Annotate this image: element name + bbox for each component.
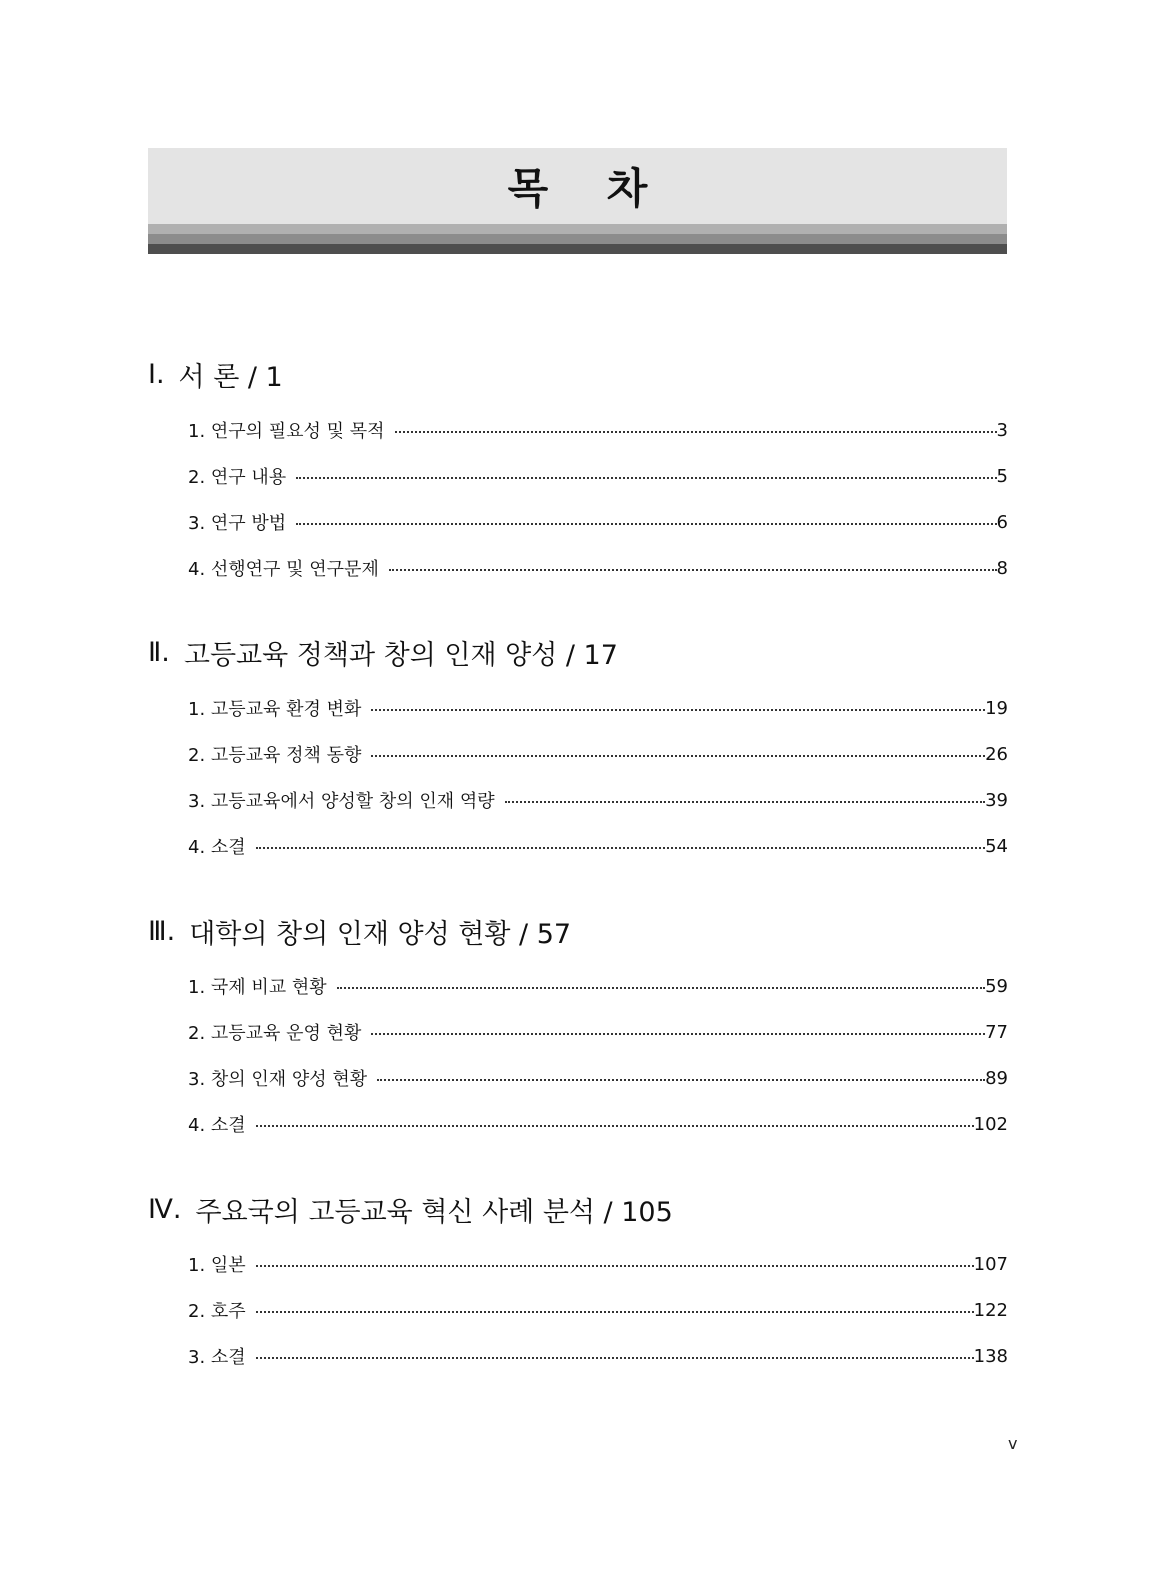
banner-stripe-mid bbox=[148, 234, 1007, 244]
dot-leader bbox=[389, 569, 997, 571]
toc-entry[interactable] bbox=[188, 739, 1008, 769]
entry-label: 3. 고등교육에서 양성할 창의 인재 역량 bbox=[188, 791, 495, 812]
toc-entry[interactable] bbox=[188, 1341, 1008, 1371]
dot-leader bbox=[296, 477, 996, 479]
chapter-heading[interactable] bbox=[148, 1189, 1008, 1229]
entry-label: 2. 호주 bbox=[188, 1301, 246, 1322]
dot-leader bbox=[256, 1357, 974, 1359]
dot-leader bbox=[371, 755, 985, 757]
entry-page-number: 107 bbox=[973, 1253, 1008, 1275]
toc-entry[interactable] bbox=[188, 1017, 1008, 1047]
dot-leader bbox=[395, 431, 997, 433]
toc-entry[interactable] bbox=[188, 1249, 1008, 1279]
entry-label: 1. 국제 비교 현황 bbox=[188, 977, 327, 998]
chapter-numeral: Ⅳ. bbox=[148, 1193, 182, 1225]
toc-entry[interactable] bbox=[188, 553, 1008, 583]
entry-page-number: 6 bbox=[996, 511, 1008, 533]
page-folio: v bbox=[1008, 1434, 1018, 1453]
dot-leader bbox=[505, 801, 985, 803]
toc-entry[interactable] bbox=[188, 461, 1008, 491]
entry-label: 1. 고등교육 환경 변화 bbox=[188, 699, 362, 720]
entry-page-number: 102 bbox=[973, 1113, 1008, 1135]
toc-entry[interactable] bbox=[188, 693, 1008, 723]
toc-entry[interactable] bbox=[188, 785, 1008, 815]
chapter-numeral: Ⅱ. bbox=[148, 636, 170, 668]
entry-label: 1. 일본 bbox=[188, 1255, 246, 1276]
dot-leader bbox=[256, 847, 985, 849]
dot-leader bbox=[371, 1033, 985, 1035]
entry-label: 2. 고등교육 정책 동향 bbox=[188, 745, 362, 766]
dot-leader bbox=[377, 1079, 985, 1081]
entry-label: 2. 고등교육 운영 현황 bbox=[188, 1023, 362, 1044]
entry-label: 2. 연구 내용 bbox=[188, 467, 287, 488]
banner-stripe-light bbox=[148, 224, 1007, 234]
chapter-4 bbox=[148, 1189, 1008, 1368]
chapter-numeral: Ⅲ. bbox=[148, 915, 176, 947]
entry-label: 3. 연구 방법 bbox=[188, 513, 287, 534]
toc-entry[interactable] bbox=[188, 831, 1008, 861]
chapter-title: 고등교육 정책과 창의 인재 양성 / 17 bbox=[183, 639, 618, 671]
chapter-heading[interactable] bbox=[148, 632, 1008, 672]
entry-label: 3. 창의 인재 양성 현황 bbox=[188, 1069, 368, 1090]
toc-entry[interactable] bbox=[188, 507, 1008, 537]
entry-label: 3. 소결 bbox=[188, 1347, 246, 1368]
toc-entry[interactable] bbox=[188, 1295, 1008, 1325]
entry-page-number: 39 bbox=[985, 789, 1008, 811]
entry-page-number: 5 bbox=[996, 465, 1008, 487]
dot-leader bbox=[337, 987, 985, 989]
entry-page-number: 26 bbox=[985, 743, 1008, 765]
entry-page-number: 122 bbox=[973, 1299, 1008, 1321]
chapter-title: 주요국의 고등교육 혁신 사례 분석 / 105 bbox=[195, 1196, 673, 1228]
entry-page-number: 59 bbox=[985, 975, 1008, 997]
entry-page-number: 3 bbox=[996, 419, 1008, 441]
dot-leader bbox=[256, 1265, 974, 1267]
entry-page-number: 77 bbox=[985, 1021, 1008, 1043]
chapter-title: 대학의 창의 인재 양성 현황 / 57 bbox=[189, 918, 572, 950]
entry-label: 4. 소결 bbox=[188, 837, 246, 858]
dot-leader bbox=[256, 1311, 974, 1313]
entry-label: 4. 선행연구 및 연구문제 bbox=[188, 559, 379, 580]
toc-entry[interactable] bbox=[188, 415, 1008, 445]
dot-leader bbox=[296, 523, 996, 525]
toc-title-banner bbox=[148, 148, 1007, 256]
chapter-heading[interactable] bbox=[148, 911, 1008, 951]
dot-leader bbox=[371, 709, 985, 711]
page-title: 목 차 bbox=[507, 164, 670, 213]
entry-page-number: 8 bbox=[996, 557, 1008, 579]
chapter-3 bbox=[148, 911, 1008, 1136]
chapter-heading[interactable] bbox=[148, 354, 1008, 394]
entry-label: 1. 연구의 필요성 및 목적 bbox=[188, 421, 385, 442]
toc-entry[interactable] bbox=[188, 971, 1008, 1001]
chapter-numeral: Ⅰ. bbox=[148, 358, 165, 390]
chapter-title: 서 론 / 1 bbox=[178, 361, 283, 393]
entry-page-number: 19 bbox=[985, 697, 1008, 719]
chapter-2 bbox=[148, 632, 1008, 858]
entry-label: 4. 소결 bbox=[188, 1115, 246, 1136]
entry-page-number: 138 bbox=[973, 1345, 1008, 1367]
title-box bbox=[148, 148, 1007, 224]
banner-stripe-dark bbox=[148, 244, 1007, 254]
entry-page-number: 89 bbox=[985, 1067, 1008, 1089]
entry-page-number: 54 bbox=[985, 835, 1008, 857]
toc-entry[interactable] bbox=[188, 1063, 1008, 1093]
chapter-1 bbox=[148, 354, 1008, 580]
toc-entry[interactable] bbox=[188, 1109, 1008, 1139]
dot-leader bbox=[256, 1125, 974, 1127]
